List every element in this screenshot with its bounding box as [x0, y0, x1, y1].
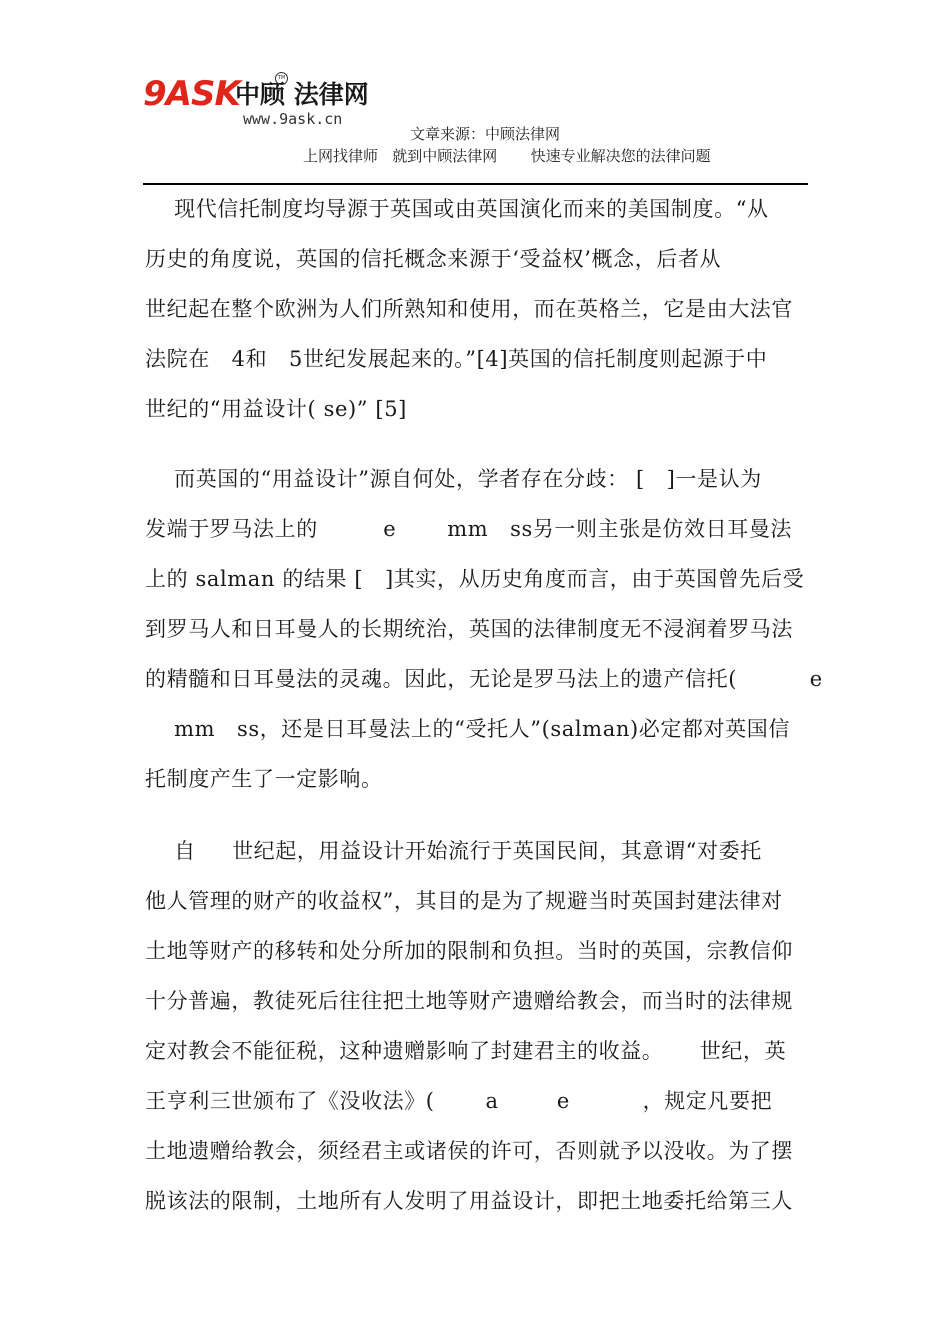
text-line: 现代信托制度均导源于英国或由英国演化而来的美国制度。“从 — [145, 197, 769, 221]
text-line: 发端于罗马法上的 e mm ss另一则主张是仿效日耳曼法 — [145, 517, 793, 541]
text-line: 土地遗赠给教会，须经君主或诸侯的许可，否则就予以没收。为了摆 — [145, 1139, 793, 1163]
text-line: 历史的角度说，英国的信托概念来源于‘受益权’概念，后者从 — [145, 247, 722, 271]
text-line: 脱该法的限制，土地所有人发明了用益设计，即把土地委托给第三人 — [145, 1189, 793, 1213]
text-line: 自 世纪起，用益设计开始流行于英国民间，其意谓“对委托 — [145, 839, 762, 863]
text-line: 定对教会不能征税，这种遗赠影响了封建君主的收益。 世纪，英 — [145, 1039, 787, 1063]
text-line: 王亨利三世颁布了《没收法》( a e ，规定凡要把 — [145, 1089, 773, 1113]
text-line: 十分普遍，教徒死后往往把土地等财产遗赠给教会，而当时的法律规 — [145, 989, 793, 1013]
text-line: 托制度产生了一定影响。 — [145, 767, 383, 791]
text-line: 而英国的“用益设计”源自何处，学者存在分歧： [ ]一是认为 — [145, 467, 762, 491]
paragraph-1 — [145, 184, 845, 434]
text-line: 土地等财产的移转和处分所加的限制和负担。当时的英国，宗教信仰 — [145, 939, 793, 963]
site-tagline: 上网找律师 就到中顾法律网 快速专业解决您的法律问题 — [303, 147, 711, 165]
site-logo[interactable] — [143, 74, 383, 130]
text-line: 到罗马人和日耳曼人的长期统治，英国的法律制度无不浸润着罗马法 — [145, 617, 793, 641]
trademark-icon: TM — [275, 72, 288, 85]
article-source: 文章来源：中顾法律网 — [410, 125, 561, 143]
text-line: 法院在 4和 5世纪发展起来的。”[4]英国的信托制度则起源于中 — [145, 347, 768, 371]
paragraph-2 — [145, 454, 845, 804]
text-line: 的精髓和日耳曼法的灵魂。因此，无论是罗马法上的遗产信托( e — [145, 667, 823, 691]
text-line: mm ss，还是日耳曼法上的“受托人”(salman)必定都对英国信 — [145, 717, 790, 741]
logo-name: 中顾 法律网 — [235, 80, 369, 109]
logo-url: www.9ask.cn — [243, 110, 343, 128]
text-line: 上的 salman 的结果 [ ]其实，从历史角度而言，由于英国曾先后受 — [145, 567, 805, 591]
text-line: 世纪起在整个欧洲为人们所熟知和使用，而在英格兰，它是由大法官 — [145, 297, 793, 321]
text-line: 世纪的“用益设计( se)” [5] — [145, 397, 407, 421]
paragraph-3 — [145, 826, 845, 1226]
logo-mark: 9ASK — [143, 74, 240, 114]
text-line: 他人管理的财产的收益权”，其目的是为了规避当时英国封建法律对 — [145, 889, 783, 913]
